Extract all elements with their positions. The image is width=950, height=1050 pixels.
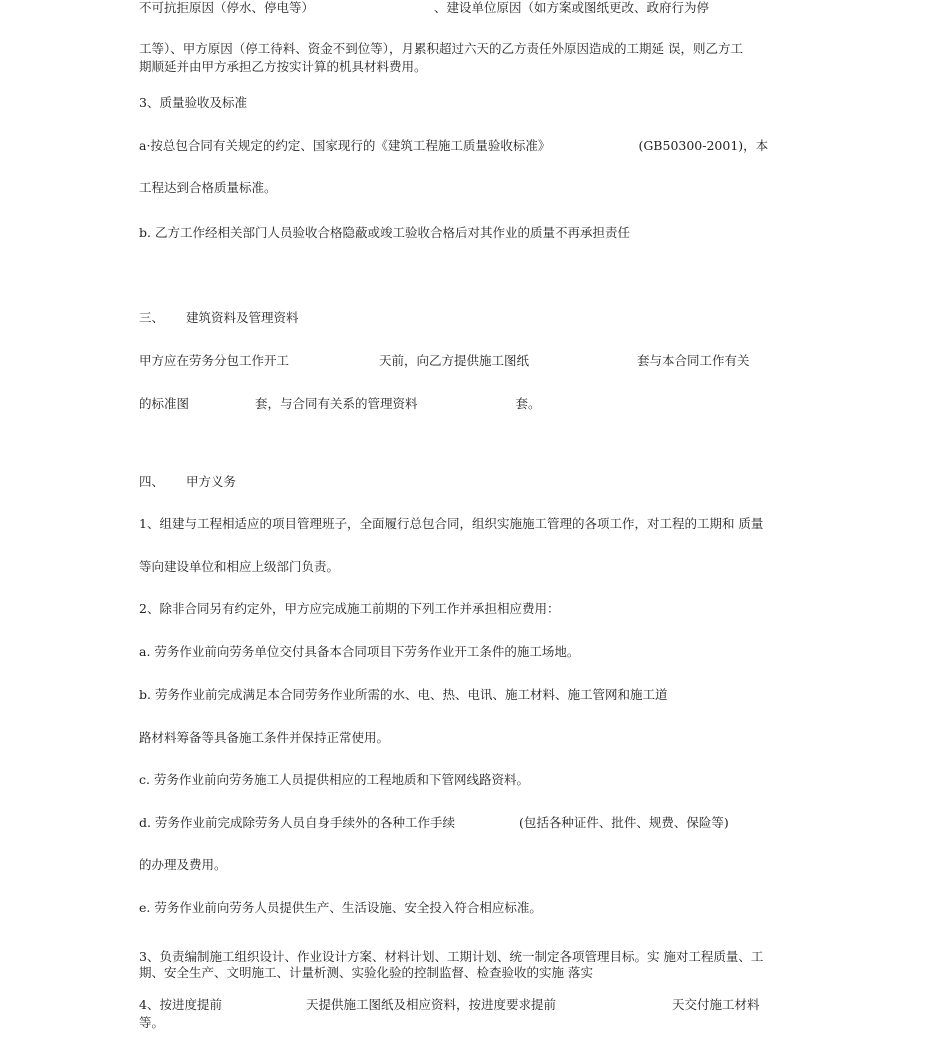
text-line (139, 353, 750, 369)
list-item: e. 劳务作业前向劳务人员提供生产、生活设施、安全投入符合相应标准。 (139, 900, 542, 915)
list-item: b. 劳务作业前完成满足本合同劳务作业所需的水、电、热、电讯、施工材料、施工管网和施工道 (139, 687, 668, 702)
list-item: a. 劳务作业前向劳务单位交付具备本合同项目下劳务作业开工条件的施工场地。 (139, 644, 580, 659)
text-segment: 天交付施工材料 (671, 997, 760, 1012)
text-line: 等。 (139, 1015, 165, 1030)
text-segment: 天前，向乙方提供施工图纸 (379, 353, 530, 368)
text-segment: 不可抗拒原因（停水、停电等） (139, 0, 315, 15)
text-line: 1、组建与工程相适应的项目管理班子，全面履行总包合同，组织实施施工管理的各项工作，对工程的工期和 质量 (139, 516, 764, 531)
text-segment: 4、按进度提前 (139, 997, 222, 1012)
text-line: 2、除非合同另有约定外，甲方应完成施工前期的下列工作并承担相应费用： (139, 601, 560, 616)
text-line: 路材料筹备等具备施工条件并保持正常使用。 (139, 730, 390, 745)
text-line: 的办理及费用。 (139, 857, 227, 872)
text-line: 期、安全生产、文明施工、计量析测、实验化验的控制监督、检查验收的实施 落实 (139, 965, 593, 980)
text-line: 工等）、甲方原因（停工待料、资金不到位等），月累积超过六天的乙方责任外原因造成的工期延 误，则乙方工 (139, 41, 743, 56)
text-segment: 、建设单位原因（如方案或图纸更改、政府行为停 (434, 0, 710, 15)
text-line: 3、负责编制施工组织设计、作业设计方案、材料计划、工期计划、统一制定各项管理目标。实 施对工程质量、工 (139, 949, 764, 964)
text-line (139, 0, 709, 16)
text-segment: d. 劳务作业前完成除劳务人员自身手续外的各种工作手续 (139, 815, 455, 830)
section-heading (139, 474, 236, 490)
section-heading: 3、质量验收及标准 (139, 95, 247, 110)
text-line: b. 乙方工作经相关部门人员验收合格隐蔽或竣工验收合格后对其作业的质量不再承担责任 (139, 225, 630, 240)
text-segment: (GB50300-2001)，本 (638, 138, 769, 153)
list-item: c. 劳务作业前向劳务施工人员提供相应的工程地质和下管网线路资料。 (139, 772, 529, 787)
section-heading (139, 310, 299, 326)
text-segment: 甲方应在劳务分包工作开工 (139, 353, 290, 368)
section-title: 甲方义务 (186, 474, 237, 489)
text-line (139, 396, 541, 412)
text-line: 等向建设单位和相应上级部门负责。 (139, 559, 340, 574)
section-number: 四、 (139, 474, 165, 489)
section-number: 三、 (139, 310, 165, 325)
text-segment: 的标准图 (139, 396, 190, 411)
section-title: 建筑资料及管理资料 (186, 310, 299, 325)
text-segment: 天提供施工图纸及相应资料，按进度要求提前 (305, 997, 556, 1012)
text-line: 期顺延并由甲方承担乙方按实计算的机具材料费用。 (139, 59, 427, 74)
text-segment: 套。 (515, 396, 541, 411)
text-segment: 套与本合同工作有关 (637, 353, 750, 368)
text-segment: (包括各种证件、批件、规费、保险等) (518, 815, 729, 830)
list-item (139, 815, 729, 831)
text-segment: a·按总包合同有关规定的约定、国家现行的《建筑工程施工质量验收标准》 (139, 138, 551, 153)
text-line (139, 997, 760, 1013)
text-line: 工程达到合格质量标准。 (139, 180, 277, 195)
text-segment: 套，与合同有关系的管理资料 (255, 396, 418, 411)
text-line (139, 138, 768, 154)
